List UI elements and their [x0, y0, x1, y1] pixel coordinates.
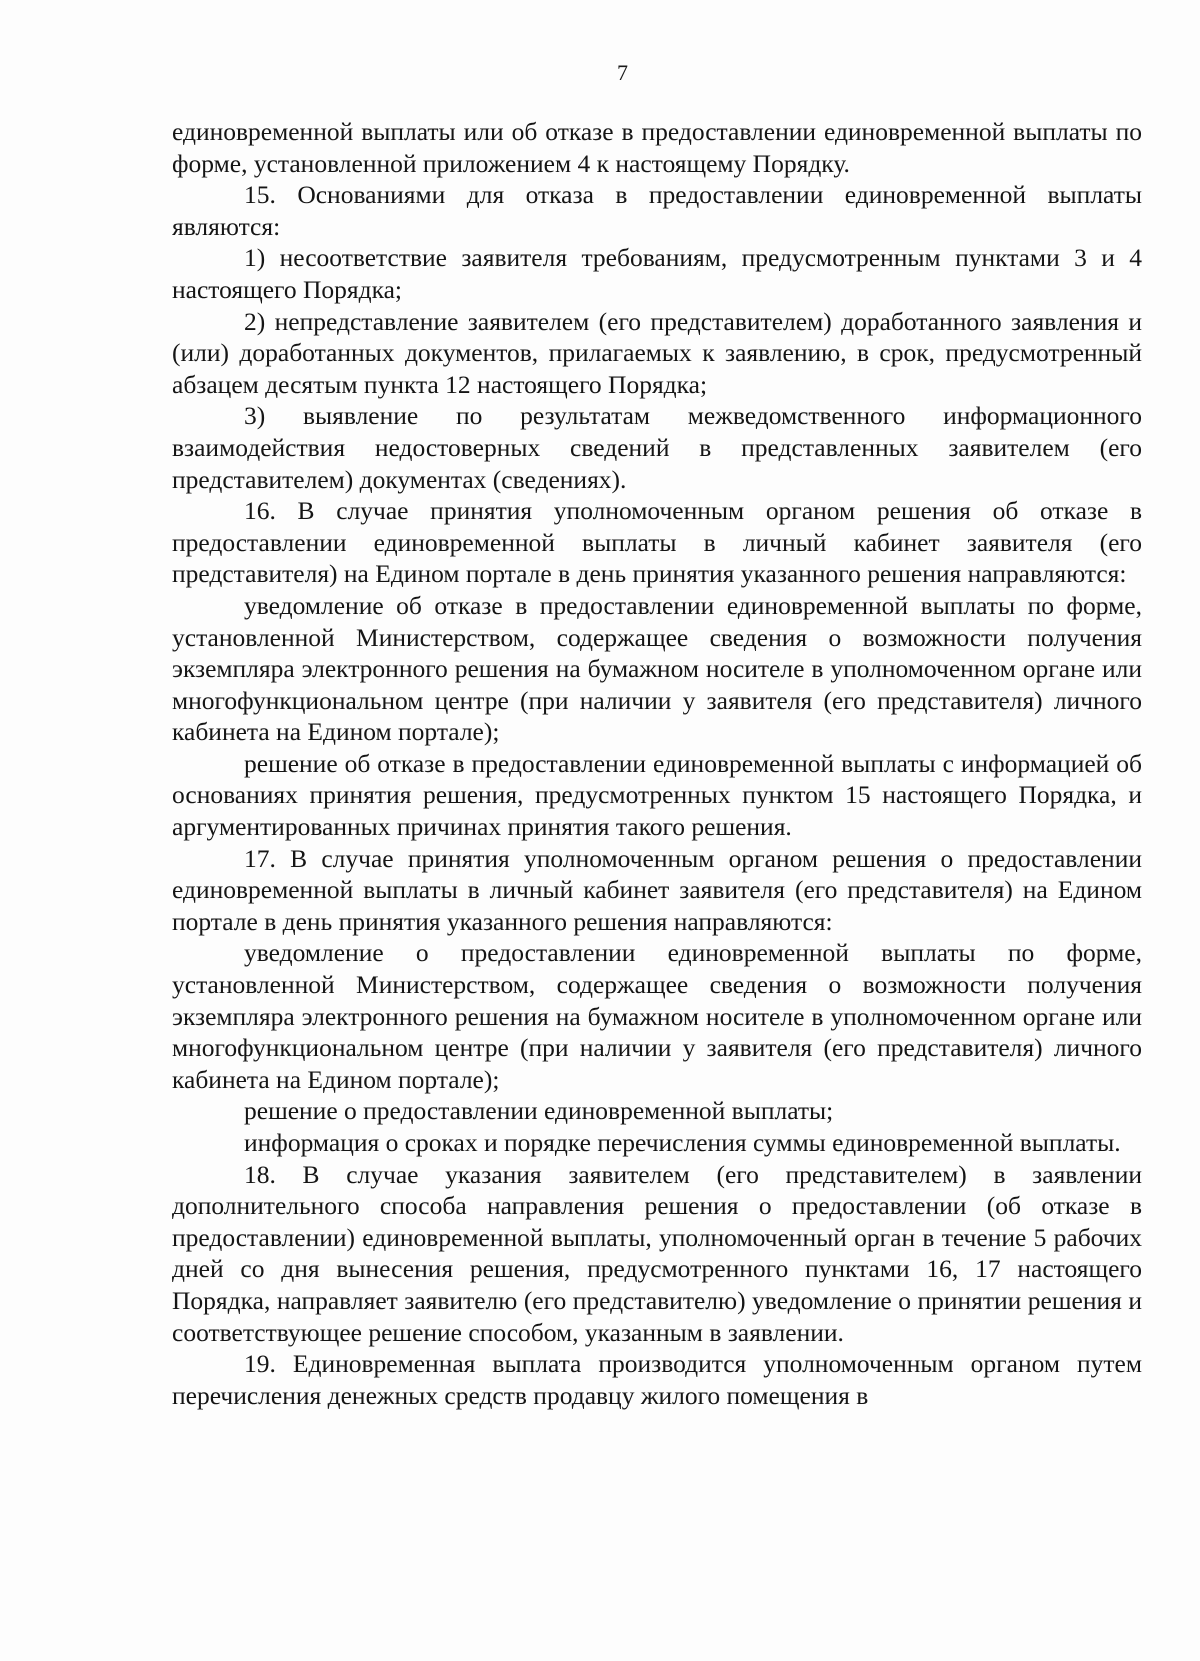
paragraph-17-notice: уведомление о предоставлении единовременной выплаты по форме, установленной Министерством, содержащее сведения о возможности получения экземпляра электронного решения на бумажном носителе в уполномоченном органе или многофункциональном центре (при наличии у заявителя (его представителя) личного кабинета на Едином портале);: [172, 938, 1142, 1094]
paragraph-15-item-3: 3) выявление по результатам межведомственного информационного взаимодействия недостоверных сведений в представленных заявителем (его представителем) документах (сведениях).: [172, 401, 1142, 494]
paragraph-15-item-2: 2) непредставление заявителем (его представителем) доработанного заявления и (или) доработанных документов, прилагаемых к заявлению, в срок, предусмотренный абзацем десятым пункта 12 настоящего Порядка;: [172, 306, 1142, 399]
document-body: [172, 116, 1142, 1411]
paragraph-17-decision: решение о предоставлении единовременной выплаты;: [244, 1096, 834, 1126]
paragraph-17: 17. В случае принятия уполномоченным органом решения о предоставлении единовременной выплаты в личный кабинет заявителя (его представителя) на Едином портале в день принятия указанного решения направляются:: [172, 843, 1142, 936]
paragraph-continuation: единовременной выплаты или об отказе в предоставлении единовременной выплаты по форме, установленной приложением 4 к настоящему Порядку.: [172, 117, 1142, 178]
paragraph-15-item-1: 1) несоответствие заявителя требованиям, предусмотренным пунктами 3 и 4 настоящего Порядка;: [172, 243, 1142, 304]
paragraph-19: 19. Единовременная выплата производится уполномоченным органом путем перечисления денежных средств продавцу жилого помещения в: [172, 1349, 1142, 1410]
paragraph-18: 18. В случае указания заявителем (его представителем) в заявлении дополнительного способа направления решения о предоставлении (об отказе в предоставлении) единовременной выплаты, уполномоченный орган в течение 5 рабочих дней со дня вынесения решения, предусмотренного пунктами 16, 17 настоящего Порядка, направляет заявителю (его представителю) уведомление о принятии решения и соответствующее решение способом, указанным в заявлении.: [172, 1159, 1142, 1347]
paragraph-17-info: информация о сроках и порядке перечисления суммы единовременной выплаты.: [244, 1128, 1121, 1157]
paragraph-15: 15. Основаниями для отказа в предоставлении единовременной выплаты являются:: [172, 180, 1142, 241]
paragraph-16: 16. В случае принятия уполномоченным органом решения об отказе в предоставлении единовременной выплаты в личный кабинет заявителя (его представителя) на Едином портале в день принятия указанного решения направляются:: [172, 496, 1142, 589]
paragraph-16-decision: решение об отказе в предоставлении единовременной выплаты с информацией об основаниях принятия решения, предусмотренных пунктом 15 настоящего Порядка, и аргументированных причинах принятия такого решения.: [172, 748, 1142, 842]
paragraph-16-notice: уведомление об отказе в предоставлении единовременной выплаты по форме, установленной Министерством, содержащее сведения о возможности получения экземпляра электронного решения на бумажном носителе в уполномоченном органе или многофункциональном центре (при наличии у заявителя (его представителя) личного кабинета на Едином портале);: [172, 590, 1142, 747]
page-number: 7: [617, 60, 628, 85]
